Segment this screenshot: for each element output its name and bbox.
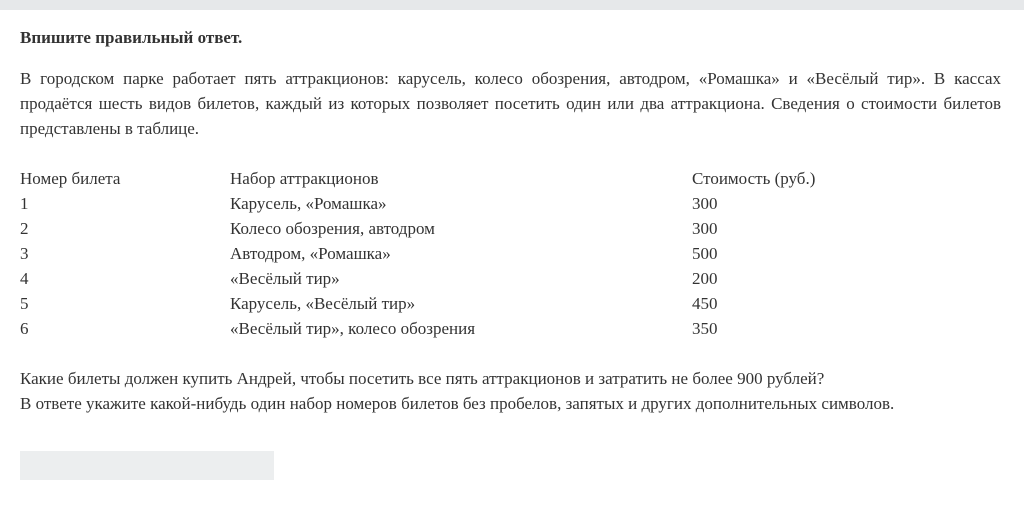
ticket-number: 1 [20,194,29,213]
table-row [20,191,892,216]
table-row [20,241,892,266]
top-bar [0,0,1024,10]
table-row [20,316,892,341]
table-row [20,216,892,241]
ticket-cost: 300 [692,194,718,213]
question-text: Какие билеты должен купить Андрей, чтобы посетить все пять аттракционов и затратить не более 900 рублей? [20,369,825,388]
header-attractions: Набор аттракционов [230,169,379,188]
ticket-cost: 200 [692,269,718,288]
ticket-attractions: Автодром, «Ромашка» [230,244,391,263]
ticket-attractions: Карусель, «Ромашка» [230,194,387,213]
task-container [20,26,1001,416]
table-row [20,291,892,316]
answer-instructions: В ответе укажите какой-нибудь один набор номеров билетов без пробелов, запятых и других дополнительных символов. [20,394,895,413]
ticket-number: 3 [20,244,29,263]
table-row [20,266,892,291]
ticket-number: 4 [20,269,29,288]
ticket-number: 6 [20,319,29,338]
tickets-table [20,166,892,341]
ticket-attractions: «Весёлый тир» [230,269,340,288]
ticket-attractions: Карусель, «Весёлый тир» [230,294,416,313]
header-ticket-number: Номер билета [20,169,121,188]
task-instruction: Впишите правильный ответ. [20,28,243,47]
header-cost: Стоимость (руб.) [692,169,816,188]
ticket-cost: 350 [692,319,718,338]
task-intro: В городском парке работает пять аттракционов: карусель, колесо обозрения, автодром, «Ромашка» и «Весёлый тир». В кассах продаётся шесть видов билетов, каждый из которых позволяет посетить один или два аттракциона. Сведения о стоимости билетов представлены в таблице. [20,69,1001,138]
answer-input[interactable] [20,451,274,480]
ticket-attractions: Колесо обозрения, автодром [230,219,435,238]
ticket-number: 2 [20,219,29,238]
ticket-cost: 500 [692,244,718,263]
table-header-row [20,166,892,191]
ticket-attractions: «Весёлый тир», колесо обозрения [230,319,476,338]
ticket-number: 5 [20,294,29,313]
ticket-cost: 300 [692,219,718,238]
ticket-cost: 450 [692,294,718,313]
